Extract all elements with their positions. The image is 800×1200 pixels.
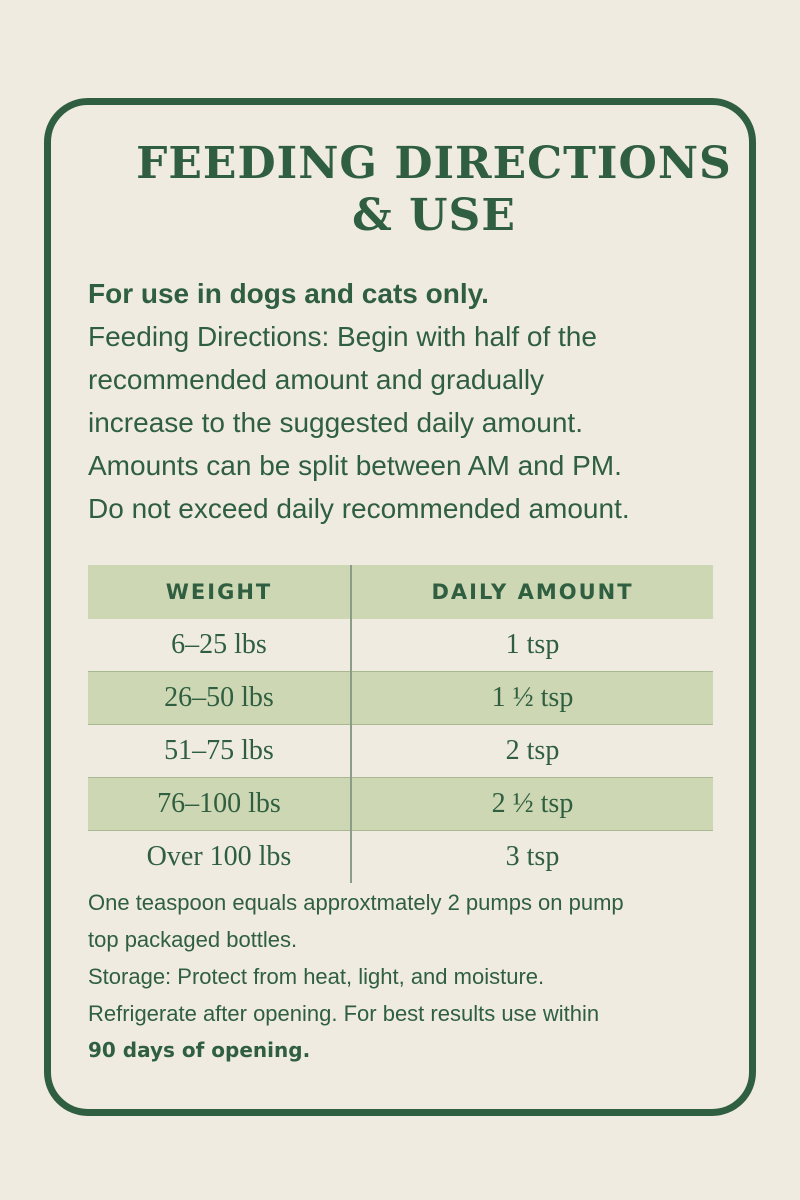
title-line-2: & USE: [352, 190, 516, 241]
weight-cell: 6–25 lbs: [88, 619, 351, 672]
weight-cell: 26–50 lbs: [88, 672, 351, 725]
amount-cell: 2 ½ tsp: [351, 778, 713, 831]
intro-line: increase to the suggested daily amount.: [88, 407, 583, 438]
title-line-1: FEEDING DIRECTIONS: [136, 138, 732, 189]
storage-line: 90 days of opening.: [88, 1038, 311, 1062]
intro-line: Amounts can be split between AM and PM.: [88, 450, 622, 481]
page-title: [0, 138, 800, 242]
usage-restriction: For use in dogs and cats only.: [88, 278, 489, 309]
table-header-row: [88, 565, 713, 619]
notes-text: [88, 884, 728, 1069]
weight-column-header: WEIGHT: [88, 565, 351, 619]
note-line: top packaged bottles.: [88, 927, 298, 952]
storage-line: Storage: Protect from heat, light, and moisture.: [88, 964, 545, 989]
weight-cell: Over 100 lbs: [146, 841, 292, 872]
weight-cell: 51–75 lbs: [88, 725, 351, 778]
table-row: [88, 672, 713, 725]
intro-line: Feeding Directions: Begin with half of the: [88, 321, 597, 352]
table-row: [88, 831, 713, 884]
note-line: One teaspoon equals approxtmately 2 pumps on pump: [88, 890, 624, 915]
dosage-table: [88, 565, 713, 883]
amount-cell: 3 tsp: [351, 831, 713, 884]
amount-cell: 2 tsp: [351, 725, 713, 778]
amount-cell: 1 tsp: [351, 619, 713, 672]
amount-cell: 1 ½ tsp: [351, 672, 713, 725]
intro-line: recommended amount and gradually: [88, 364, 545, 395]
intro-text: [88, 272, 728, 530]
intro-line: Do not exceed daily recommended amount.: [88, 493, 630, 524]
table-row: [88, 619, 713, 672]
storage-line: Refrigerate after opening. For best results use within: [88, 1001, 600, 1026]
weight-cell: 76–100 lbs: [88, 778, 351, 831]
table-row: [88, 725, 713, 778]
daily-amount-column-header: DAILY AMOUNT: [351, 565, 713, 619]
table-row: [88, 778, 713, 831]
